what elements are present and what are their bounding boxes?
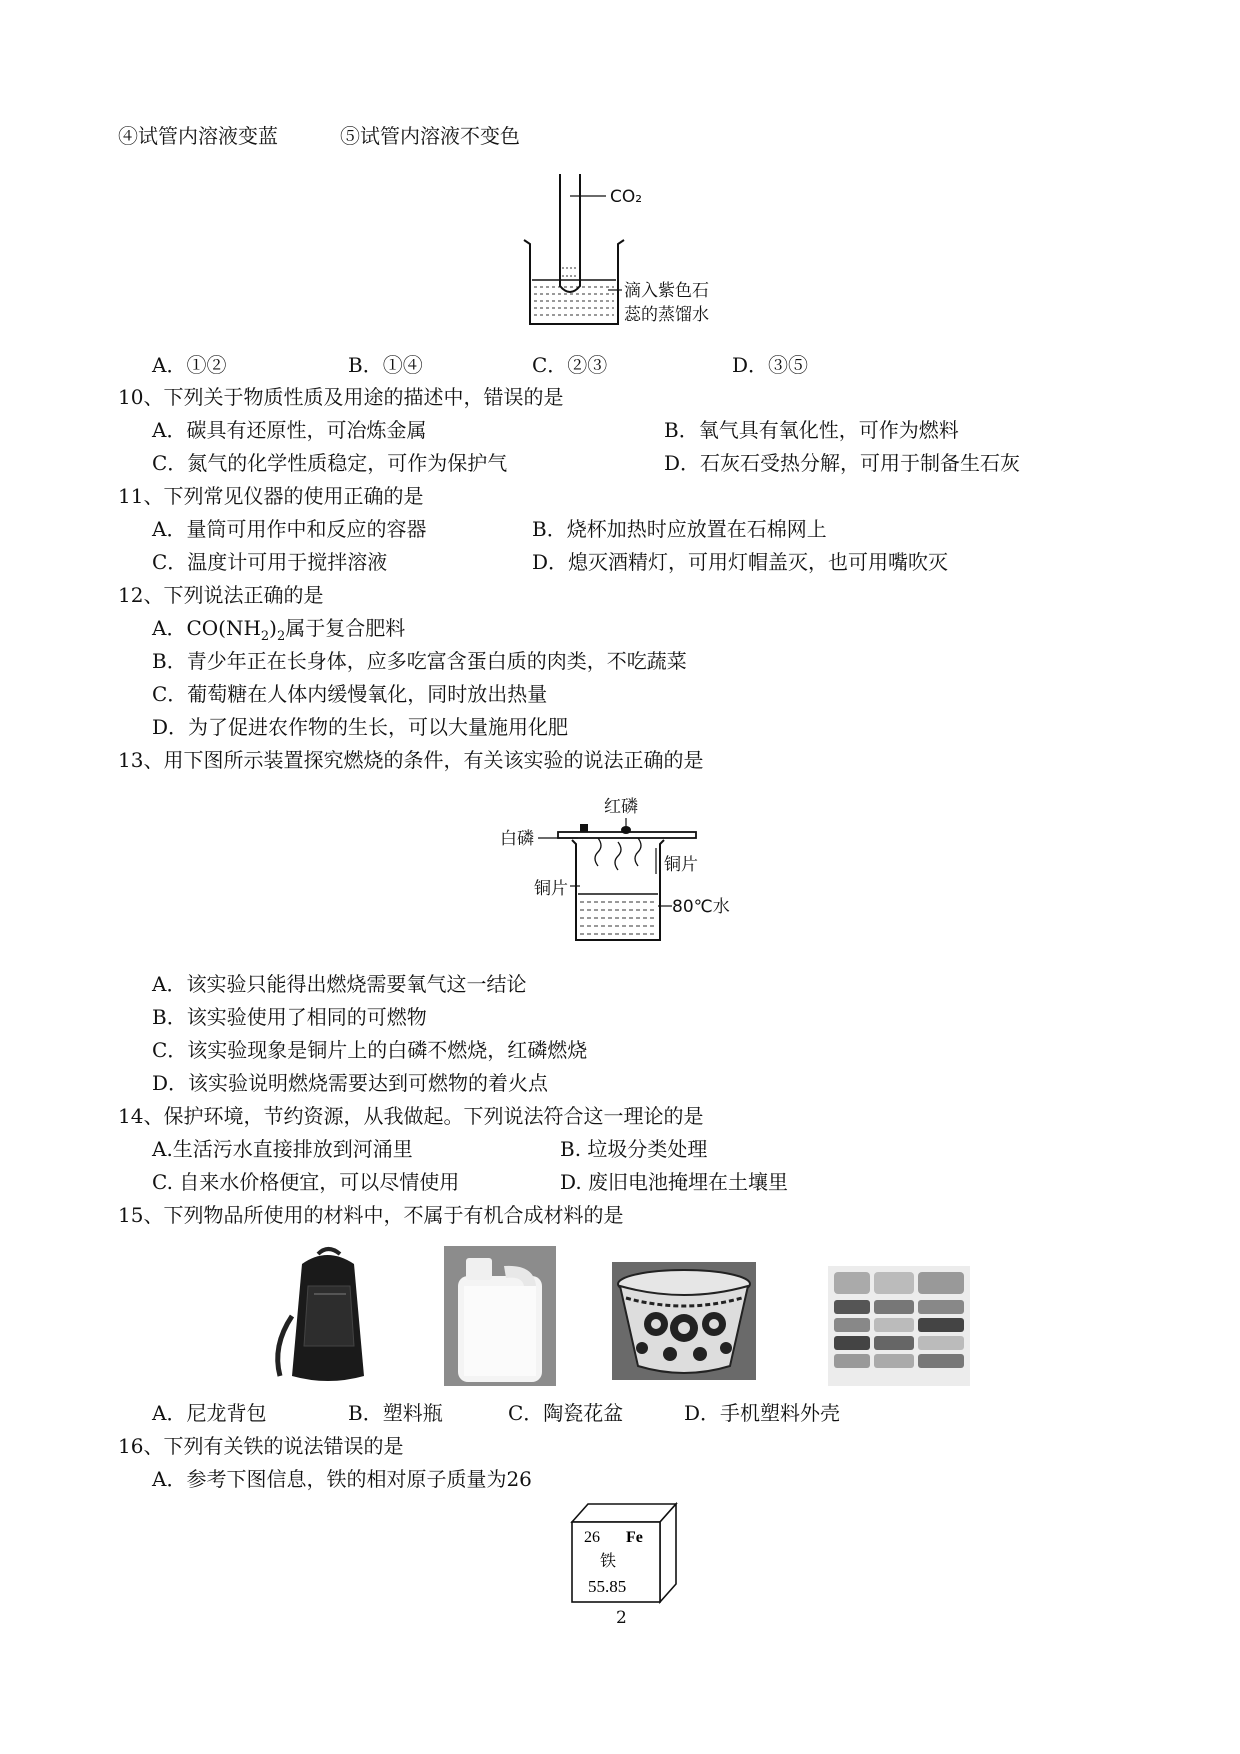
q13-option-d[interactable]: D．该实验说明燃烧需要达到可燃物的着火点: [152, 1071, 549, 1095]
q9-option-a[interactable]: A．①②: [152, 353, 227, 377]
co2-test-tube-figure: [518, 168, 748, 328]
element-atomic-mass: 55.85: [588, 1577, 627, 1596]
q16-stem: 16、下列有关铁的说法错误的是: [118, 1434, 404, 1458]
q11-stem: 11、下列常见仪器的使用正确的是: [118, 484, 424, 508]
q9-option-b[interactable]: B．①④: [348, 353, 423, 377]
q11-option-a[interactable]: A．量筒可用作中和反应的容器: [152, 517, 427, 541]
q12-option-d[interactable]: D．为了促进农作物的生长，可以大量施用化肥: [152, 715, 569, 739]
litmus-label-line1: 滴入紫色石: [624, 281, 709, 301]
q14-option-d[interactable]: D. 废旧电池掩埋在土壤里: [560, 1170, 789, 1194]
q10-option-b[interactable]: B．氧气具有氧化性，可作为燃料: [664, 418, 959, 442]
hot-water-label: 80℃水: [672, 897, 730, 917]
co2-label: CO₂: [610, 187, 643, 207]
combustion-apparatus-figure: [500, 786, 760, 946]
q15-option-d[interactable]: D．手机塑料外壳: [684, 1401, 841, 1425]
q13-stem: 13、用下图所示装置探究燃烧的条件，有关该实验的说法正确的是: [118, 748, 704, 772]
q11-option-c[interactable]: C．温度计可用于搅拌溶液: [152, 550, 388, 574]
plastic-bottle-image: [444, 1246, 556, 1386]
element-name: 铁: [600, 1551, 617, 1570]
q14-option-c[interactable]: C. 自来水价格便宜，可以尽情使用: [152, 1170, 460, 1194]
q9-option-c[interactable]: C．②③: [532, 353, 608, 377]
element-symbol: Fe: [626, 1529, 643, 1546]
q15-option-a[interactable]: A．尼龙背包: [152, 1401, 267, 1425]
q14-option-b[interactable]: B. 垃圾分类处理: [560, 1137, 708, 1161]
white-phosphorus-label: 白磷: [500, 829, 534, 849]
q15-stem: 15、下列物品所使用的材料中，不属于有机合成材料的是: [118, 1203, 624, 1227]
q14-option-a[interactable]: A.生活污水直接排放到河涌里: [152, 1137, 413, 1161]
phone-plastic-cases-image: [828, 1266, 970, 1386]
ceramic-flowerpot-image: [612, 1262, 756, 1380]
q10-option-d[interactable]: D．石灰石受热分解，可用于制备生石灰: [664, 451, 1021, 475]
red-phosphorus-label: 红磷: [604, 797, 638, 817]
q11-option-d[interactable]: D．熄灭酒精灯，可用灯帽盖灭，也可用嘴吹灭: [532, 550, 949, 574]
nylon-backpack-image: [262, 1246, 392, 1386]
q16-option-a[interactable]: A．参考下图信息，铁的相对原子质量为26: [152, 1467, 532, 1491]
q15-option-b[interactable]: B．塑料瓶: [348, 1401, 443, 1425]
q12-stem: 12、下列说法正确的是: [118, 583, 324, 607]
q14-stem: 14、保护环境，节约资源，从我做起。下列说法符合这一理论的是: [118, 1104, 704, 1128]
copper-label-left: 铜片: [534, 879, 568, 899]
q10-option-a[interactable]: A．碳具有还原性，可冶炼金属: [152, 418, 427, 442]
q15-option-c[interactable]: C．陶瓷花盆: [508, 1401, 624, 1425]
q10-stem: 10、下列关于物质性质及用途的描述中，错误的是: [118, 385, 564, 409]
q9-statement-4: ④试管内溶液变蓝: [118, 124, 278, 148]
q9-statement-5: ⑤试管内溶液不变色: [340, 124, 520, 148]
q13-option-a[interactable]: A．该实验只能得出燃烧需要氧气这一结论: [152, 972, 527, 996]
q13-option-c[interactable]: C．该实验现象是铜片上的白磷不燃烧，红磷燃烧: [152, 1038, 588, 1062]
element-atomic-number: 26: [584, 1529, 600, 1546]
q10-option-c[interactable]: C．氮气的化学性质稳定，可作为保护气: [152, 451, 508, 475]
q9-option-d[interactable]: D．③⑤: [732, 353, 809, 377]
page-number: 2: [616, 1608, 627, 1628]
q12-option-b[interactable]: B．青少年正在长身体，应多吃富含蛋白质的肉类，不吃蔬菜: [152, 649, 687, 673]
q13-option-b[interactable]: B．该实验使用了相同的可燃物: [152, 1005, 427, 1029]
litmus-label-line2: 蕊的蒸馏水: [624, 305, 709, 325]
q11-option-b[interactable]: B．烧杯加热时应放置在石棉网上: [532, 517, 827, 541]
copper-label-right: 铜片: [664, 855, 698, 875]
q12-option-a[interactable]: A．$CO(NH_2)_2$属于复合肥料: [152, 616, 406, 644]
q12-option-c[interactable]: C．葡萄糖在人体内缓慢氧化，同时放出热量: [152, 682, 548, 706]
iron-element-tile: [570, 1500, 680, 1604]
